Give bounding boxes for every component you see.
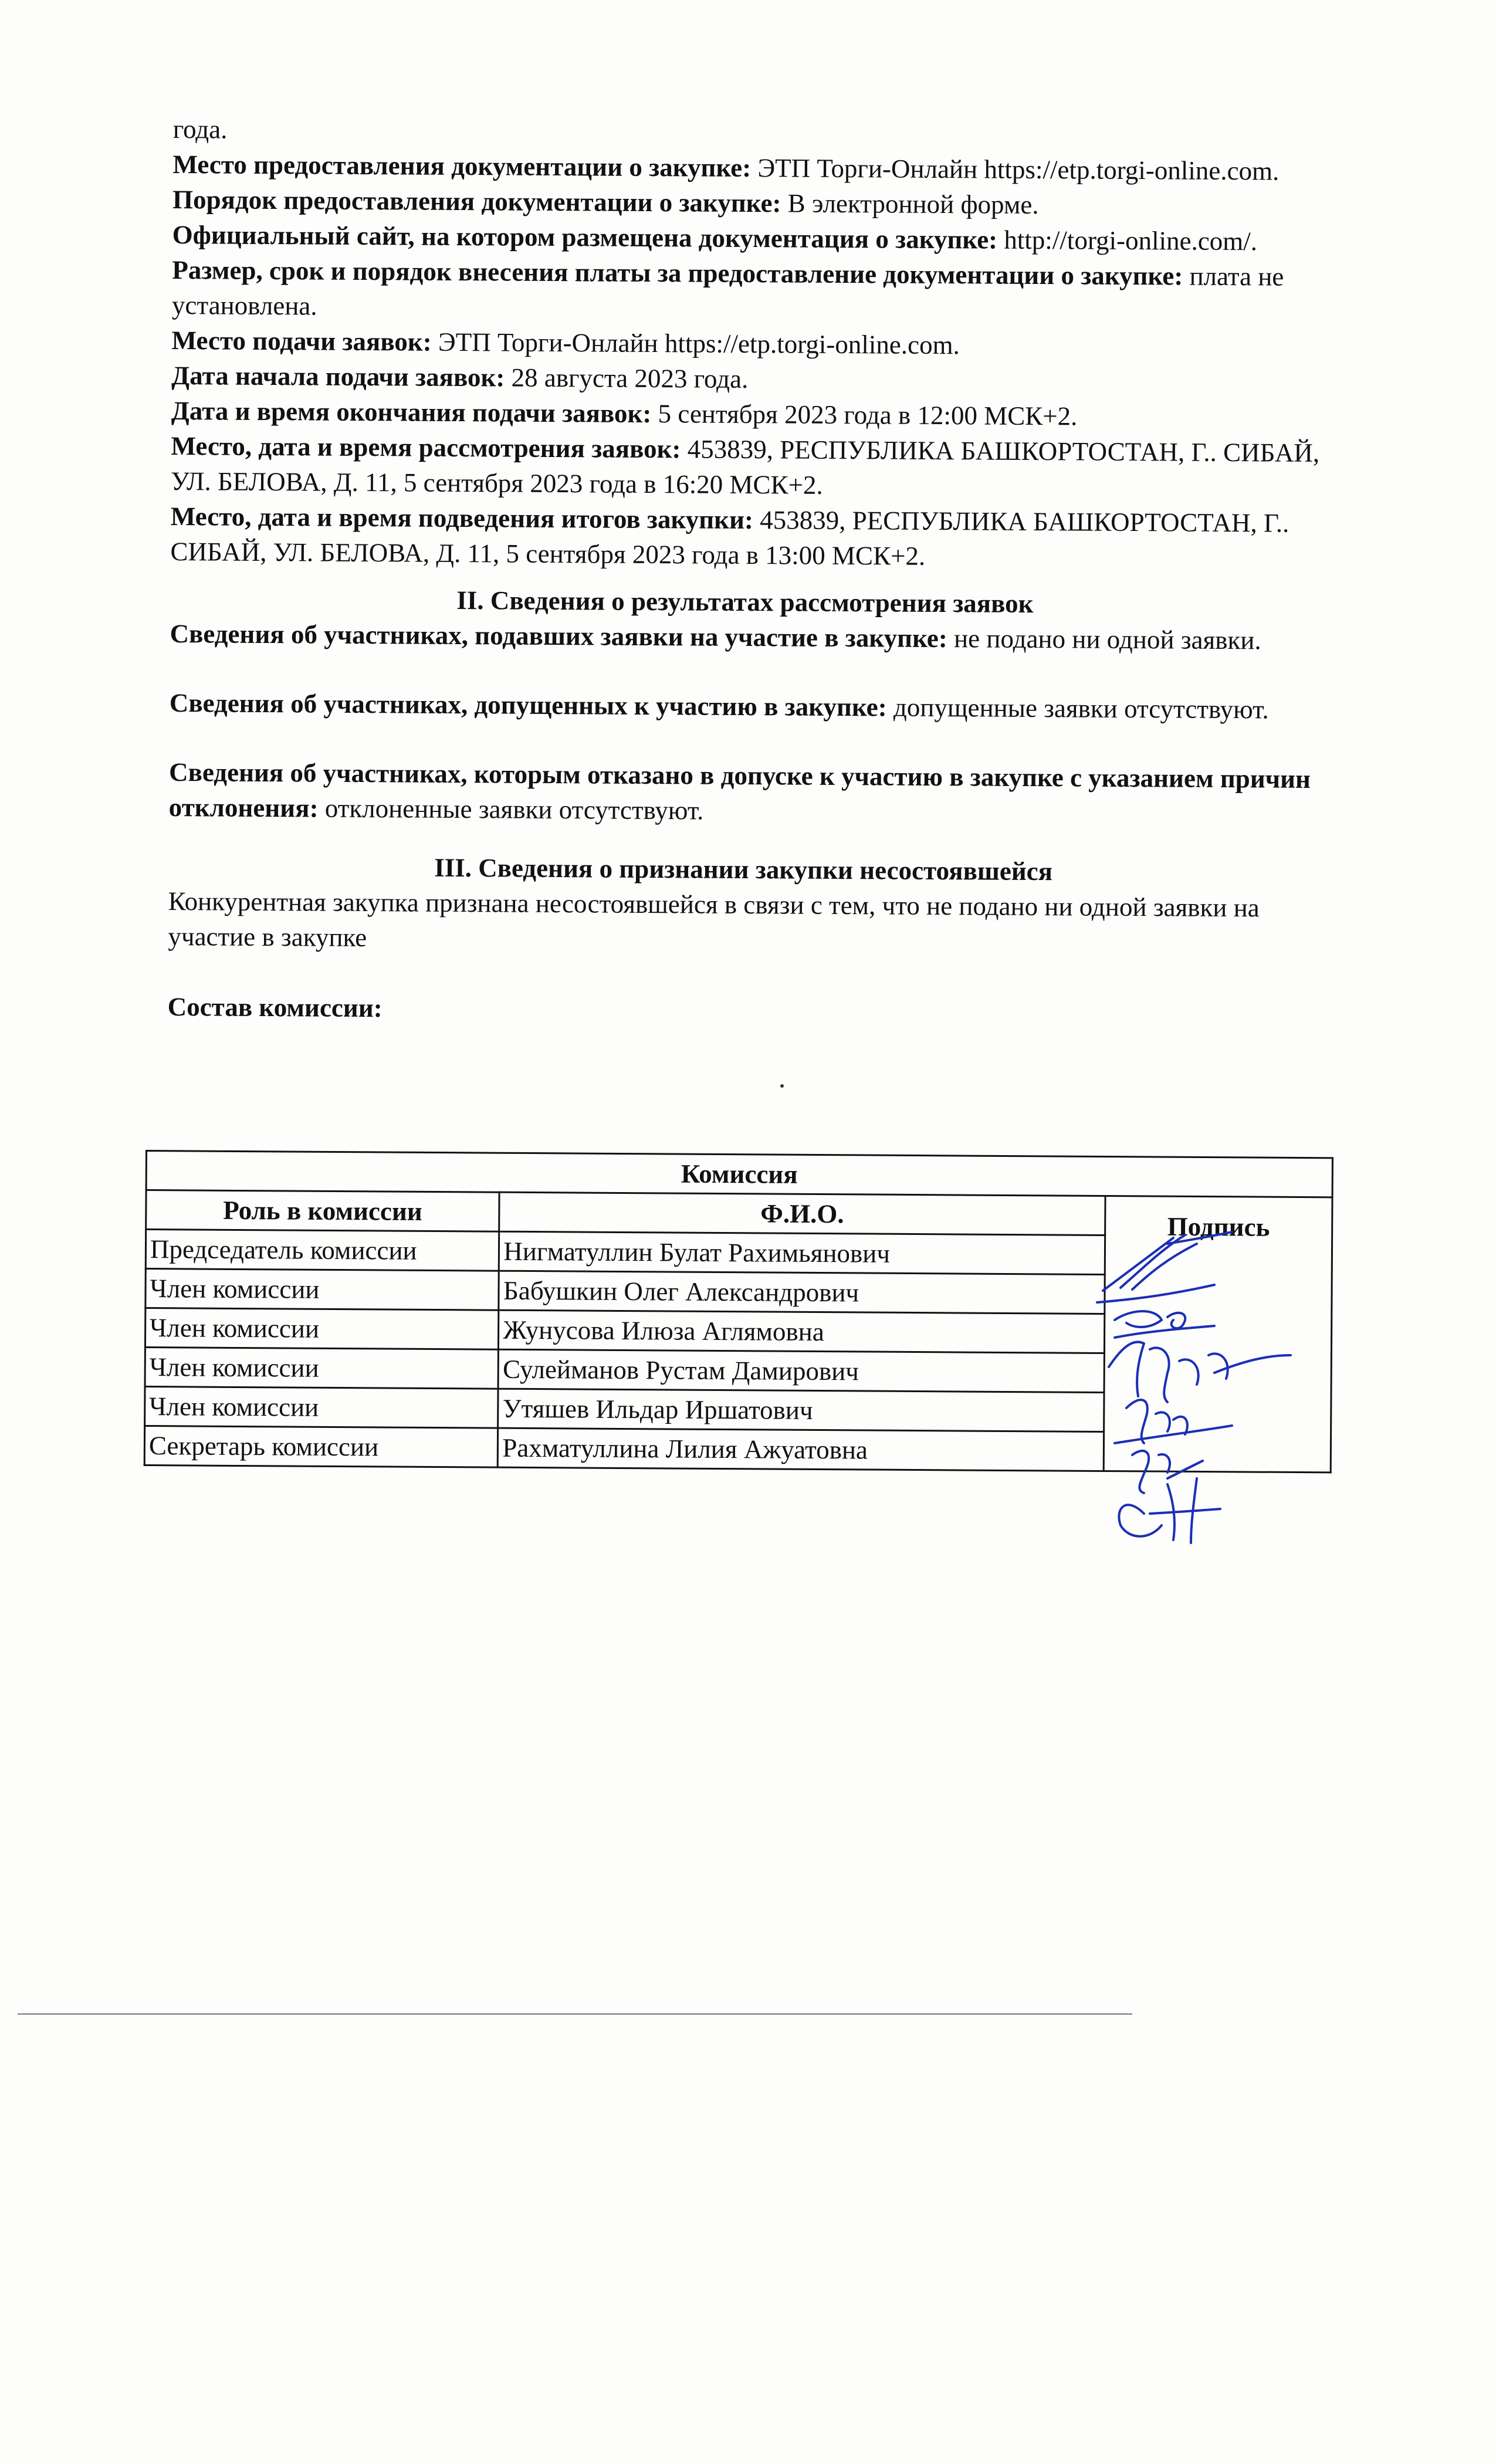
name-cell: Нигматуллин Булат Рахимьянович [499, 1231, 1105, 1274]
name-cell: Жунусова Илюза Аглямовна [499, 1310, 1105, 1353]
intro-value: плата не установлена. [171, 261, 1284, 321]
item-value: отклоненные заявки отсутствуют. [324, 793, 704, 825]
name-cell: Сулейманов Рустам Дамирович [498, 1349, 1104, 1392]
table-caption-row [146, 1151, 1332, 1197]
section-2-title: II. Сведения о результатах рассмотрения заявок [456, 585, 1034, 618]
intro-label: Порядок предоставления документации о закупке: [172, 184, 781, 218]
intro-value: 453839, РЕСПУБЛИКА БАШКОРТОСТАН, Г.. СИБАЙ, УЛ. БЕЛОВА, Д. 11, 5 сентября 2023 года в 13:00 МСК+2. [170, 505, 1289, 571]
intro-value: http://torgi-online.com/. [1004, 225, 1258, 256]
intro-label: Место подачи заявок: [171, 325, 432, 357]
role-cell: Член комиссии [145, 1308, 499, 1350]
intro-value: В электронной форме. [787, 188, 1039, 220]
intro-value: 28 августа 2023 года. [511, 363, 749, 394]
signature-member-1 [1115, 1311, 1214, 1338]
composition-label: Состав комиссии: [167, 991, 383, 1023]
intro-value: 453839, РЕСПУБЛИКА БАШКОРТОСТАН, Г.. СИБАЙ, УЛ. БЕЛОВА, Д. 11, 5 сентября 2023 года в 16:20 МСК+2. [170, 434, 1320, 500]
name-cell: Бабушкин Олег Александрович [499, 1271, 1105, 1314]
item-label: Сведения об участниках, допущенных к участию в закупке: [169, 688, 887, 722]
section-3-title: III. Сведения о признании закупки несостоявшейся [434, 852, 1053, 886]
header-sign: Подпись [1104, 1196, 1332, 1472]
role-cell: Член комиссии [145, 1269, 499, 1311]
intro-label: Размер, срок и порядок внесения платы за предоставление документации о закупке: [172, 255, 1183, 291]
name-cell: Рахматуллина Лилия Ажуатовна [498, 1428, 1104, 1471]
section-2-item-2 [169, 754, 1319, 832]
intro-label: Дата начала подачи заявок: [171, 360, 505, 392]
item-value: допущенные заявки отсутствуют. [893, 692, 1269, 725]
document-body [167, 111, 1322, 1031]
handwritten-signatures [1079, 1220, 1314, 1549]
intro-label: Место предоставления документации о закупке: [172, 149, 752, 183]
role-cell: Член комиссии [145, 1387, 499, 1429]
item-value: не подано ни одной заявки. [953, 624, 1261, 655]
role-cell: Председатель комиссии [145, 1230, 499, 1271]
section-2-item-1 [170, 685, 1319, 727]
intro-line-9 [170, 499, 1321, 576]
signature-member-2 [1109, 1342, 1291, 1402]
intro-value: 5 сентября 2023 года в 12:00 МСК+2. [658, 399, 1078, 431]
table-caption: Комиссия [146, 1151, 1332, 1197]
name-cell: Утяшев Ильдар Иршатович [498, 1389, 1104, 1431]
role-cell: Член комиссии [145, 1348, 499, 1389]
intro-label: Место, дата и время подведения итогов закупки: [170, 501, 754, 535]
signature-secretary [1119, 1461, 1220, 1543]
signature-chairman [1097, 1232, 1232, 1302]
signature-member-3 [1115, 1400, 1232, 1443]
intro-label: Официальный сайт, на котором размещена документация о закупке: [172, 219, 998, 255]
header-name: Ф.И.О. [499, 1192, 1105, 1235]
role-cell: Секретарь комиссии [144, 1426, 498, 1468]
intro-value: ЭТП Торги-Онлайн https://etp.torgi-online.com. [757, 153, 1280, 186]
section-3-text: Конкурентная закупка признана несостоявшейся в связи с тем, что не подано ни одной заявки на участие в закупке [168, 886, 1260, 953]
intro-value: ЭТП Торги-Онлайн https://etp.torgi-online.com. [438, 327, 960, 360]
header-role: Роль в комиссии [146, 1190, 500, 1232]
section-2-item-0 [170, 616, 1319, 658]
intro-line-8 [171, 428, 1321, 506]
intro-value: года. [172, 114, 228, 144]
item-label: Сведения об участниках, подавших заявки на участие в закупке: [170, 618, 947, 654]
intro-line-4 [172, 252, 1322, 330]
intro-label: Место, дата и время рассмотрения заявок: [171, 431, 681, 464]
item-label: Сведения об участниках, которым отказано в допуске к участию в закупке с указанием причин отклонения: [168, 757, 1311, 823]
scan-edge-line [18, 2013, 1132, 2015]
intro-label: Дата и время окончания подачи заявок: [171, 395, 652, 428]
scan-speck [780, 1084, 784, 1088]
